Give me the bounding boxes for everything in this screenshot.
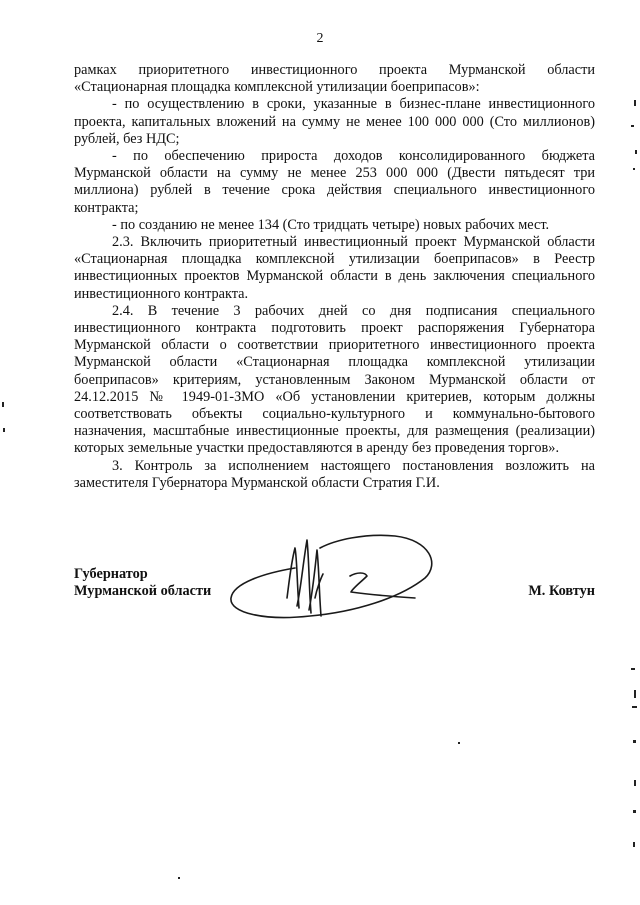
signatory-name: М. Ковтун	[528, 583, 595, 599]
paragraph-2-4: 2.4. В течение 3 рабочих дней со дня подписания специального инвестиционного контракта подготовить проект распоряжения Губернатора Мурманской области о соответствии приоритетного инвестиционного проекта Мурманской области «Стационарная площадка комплексной утилизации боеприпасов» критериям, установленным Законом Мурманской области от 24.12.2015 № 1949-01-ЗМО «Об установлении критериев, которым должны соответствовать объекты социально-культурного и коммунально-бытового назначения, масштабные инвестиционные проекты, для размещения (реализации) которых земельные участки предоставляются в аренду без проведения торгов».	[74, 302, 595, 457]
signatory-title-line2: Мурманской области	[74, 583, 212, 599]
paragraph-continuation: рамках приоритетного инвестиционного проекта Мурманской области «Стационарная площадка комплексной утилизации боеприпасов»:	[74, 62, 595, 96]
paragraph-revenue-obligation: - по обеспечению прироста доходов консолидированного бюджета Мурманской области на сумму не менее 253 000 000 (Двести пятьдесят три миллиона) рублей в течение срока действия специального инвестиционного контракта;	[74, 148, 595, 216]
paragraph-2-3: 2.3. Включить приоритетный инвестиционный проект Мурманской области «Стационарная площадка комплексной утилизации боеприпасов» в Реестр инвестиционных проектов Мурманской области в день заключения специального инвестиционного контракта.	[74, 234, 595, 302]
signatory-title-line1: Губернатор	[74, 566, 148, 582]
paragraph-3: 3. Контроль за исполнением настоящего постановления возложить на заместителя Губернатора Мурманской области Стратия Г.И.	[74, 457, 595, 491]
paragraph-investment-obligation: - по осуществлению в сроки, указанные в бизнес-плане инвестиционного проекта, капитальных вложений на сумму не менее 100 000 000 (Сто миллионов) рублей, без НДС;	[74, 96, 595, 147]
paragraph-jobs-obligation: - по созданию не менее 134 (Сто тридцать четыре) новых рабочих мест.	[112, 216, 550, 233]
page-number: 2	[316, 31, 324, 46]
